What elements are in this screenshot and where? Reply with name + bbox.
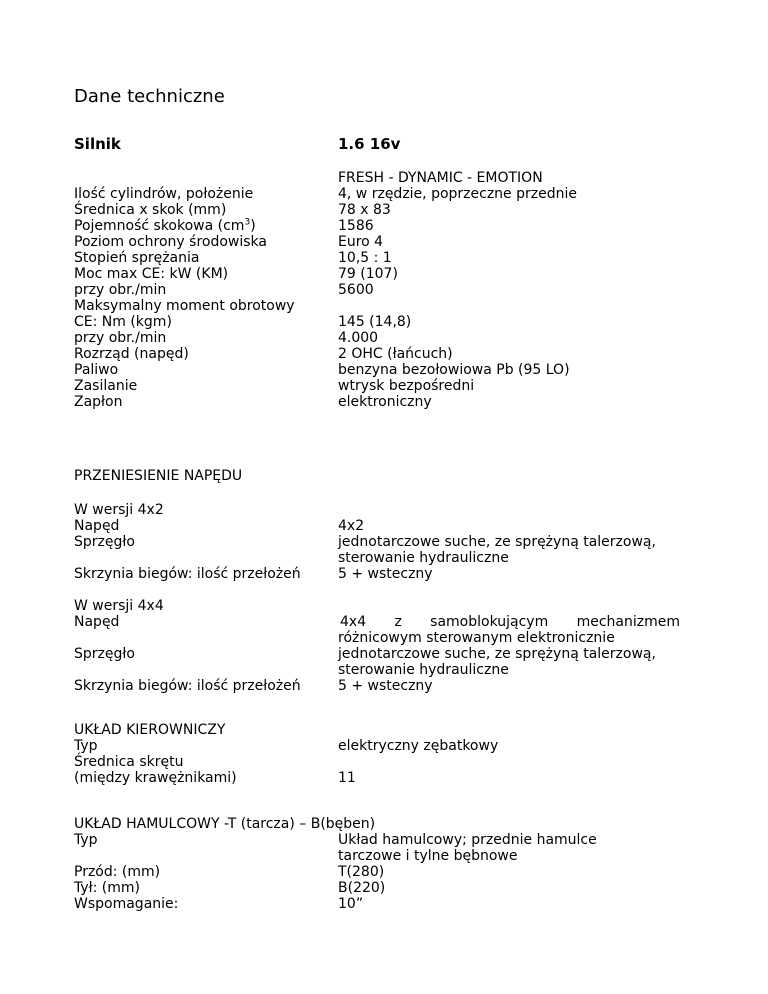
steering-heading: UKŁAD KIEROWNICZY	[74, 722, 226, 738]
spec-label: Wspomaganie:	[74, 896, 179, 912]
spec-label: Poziom ochrony środowiska	[74, 234, 267, 250]
word: mechanizmem	[576, 614, 680, 630]
spec-value: 1586	[338, 218, 374, 234]
spec-value: B(220)	[338, 880, 386, 896]
spec-value: 10,5 : 1	[338, 250, 392, 266]
spec-value: benzyna bezołowiowa Pb (95 LO)	[338, 362, 570, 378]
spec-label: Średnica x skok (mm)	[74, 202, 227, 218]
spec-label: Skrzynia biegów: ilość przełożeń	[74, 678, 301, 694]
word: 4x4	[340, 614, 367, 630]
spec-value: T(280)	[338, 864, 385, 880]
spec-label: Napęd	[74, 518, 120, 534]
spec-value: elektryczny zębatkowy	[338, 738, 499, 754]
spec-label: (między krawężnikami)	[74, 770, 237, 786]
spec-label: przy obr./min	[74, 282, 167, 298]
spec-label: Maksymalny moment obrotowy	[74, 298, 295, 314]
spec-label: Typ	[74, 738, 98, 754]
spec-label: Sprzęgło	[74, 534, 135, 550]
spec-value: jednotarczowe suche, ze sprężyną talerzową,	[338, 646, 656, 662]
page-title: Dane techniczne	[74, 86, 225, 107]
engine-trims: FRESH - DYNAMIC - EMOTION	[338, 170, 543, 186]
spec-value: 79 (107)	[338, 266, 398, 282]
spec-label: Napęd	[74, 614, 120, 630]
spec-label: Zasilanie	[74, 378, 138, 394]
spec-value: jednotarczowe suche, ze sprężyną talerzową,	[338, 534, 656, 550]
spec-value: 10”	[338, 896, 364, 912]
spec-label-text: Pojemność skokowa (cm	[74, 218, 245, 234]
spec-value: 11	[338, 770, 356, 786]
spec-value: 5 + wsteczny	[338, 566, 433, 582]
spec-label: Paliwo	[74, 362, 119, 378]
word: z	[394, 614, 402, 630]
spec-value: 4, w rzędzie, poprzeczne przednie	[338, 186, 577, 202]
engine-heading: Silnik	[74, 135, 121, 153]
spec-label: Przód: (mm)	[74, 864, 161, 880]
version-4x4-heading: W wersji 4x4	[74, 598, 164, 614]
spec-value-justified	[340, 614, 680, 630]
spec-value: sterowanie hydrauliczne	[338, 550, 509, 566]
spec-value: 2 OHC (łańcuch)	[338, 346, 453, 362]
spec-value: 145 (14,8)	[338, 314, 412, 330]
spec-label: Sprzęgło	[74, 646, 135, 662]
spec-value: Układ hamulcowy; przednie hamulce	[338, 832, 597, 848]
spec-value: wtrysk bezpośredni	[338, 378, 475, 394]
spec-label: Typ	[74, 832, 98, 848]
spec-label: przy obr./min	[74, 330, 167, 346]
spec-value: sterowanie hydrauliczne	[338, 662, 509, 678]
spec-value: 4x2	[338, 518, 365, 534]
spec-label-text: )	[250, 218, 256, 234]
spec-label: Ilość cylindrów, położenie	[74, 186, 254, 202]
spec-value: elektroniczny	[338, 394, 432, 410]
spec-label	[74, 218, 256, 234]
spec-label: Rozrząd (napęd)	[74, 346, 189, 362]
spec-value: Euro 4	[338, 234, 384, 250]
spec-label: Moc max CE: kW (KM)	[74, 266, 229, 282]
spec-value: różnicowym sterowanym elektronicznie	[338, 630, 615, 646]
spec-value: 5 + wsteczny	[338, 678, 433, 694]
spec-label: Stopień sprężania	[74, 250, 200, 266]
drive-heading: PRZENIESIENIE NAPĘDU	[74, 468, 243, 484]
spec-value: 78 x 83	[338, 202, 391, 218]
spec-label: Średnica skrętu	[74, 754, 184, 770]
brakes-heading: UKŁAD HAMULCOWY -T (tarcza) – B(bęben)	[74, 816, 376, 832]
spec-label: Skrzynia biegów: ilość przełożeń	[74, 566, 301, 582]
spec-label: Tył: (mm)	[74, 880, 141, 896]
spec-value: 4.000	[338, 330, 379, 346]
version-4x2-heading: W wersji 4x2	[74, 502, 164, 518]
word: samoblokującym	[430, 614, 549, 630]
engine-version: 1.6 16v	[338, 135, 401, 153]
spec-value: tarczowe i tylne bębnowe	[338, 848, 518, 864]
superscript: 3	[244, 217, 251, 228]
spec-label: CE: Nm (kgm)	[74, 314, 172, 330]
spec-label: Zapłon	[74, 394, 123, 410]
spec-value: 5600	[338, 282, 374, 298]
